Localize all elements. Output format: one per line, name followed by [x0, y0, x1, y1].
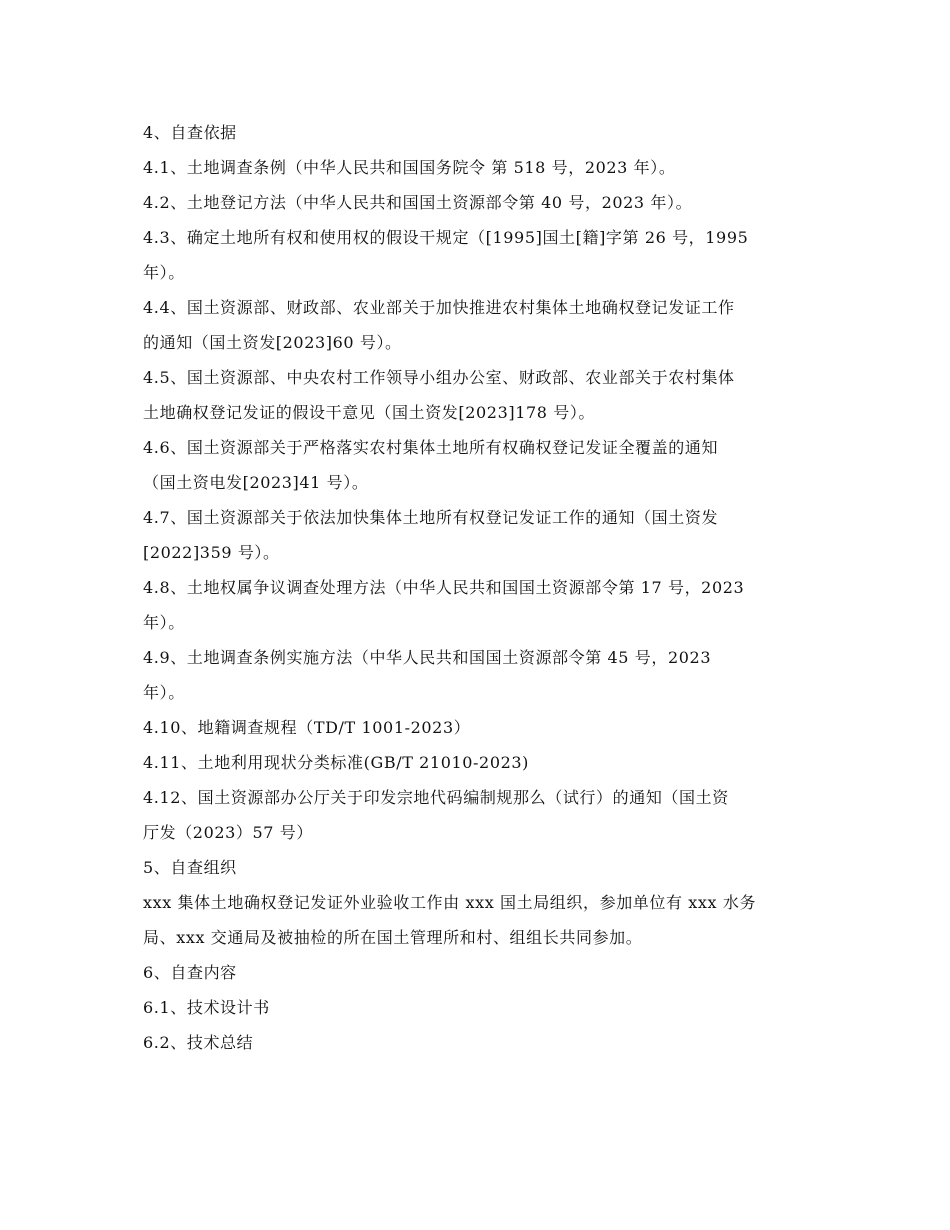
section-heading-5: 5、自查组织	[143, 858, 237, 877]
content-item-6-1: 6.1、技术设计书	[143, 998, 270, 1017]
basis-item-4-6: 4.6、国土资源部关于严格落实农村集体土地所有权确权登记发证全覆盖的通知	[143, 438, 719, 457]
basis-item-4-12-cont: 厅发（2023）57 号）	[143, 823, 313, 842]
basis-item-4-6-cont: （国土资电发[2023]41 号）。	[143, 473, 369, 492]
basis-item-4-9: 4.9、土地调查条例实施方法（中华人民共和国国土资源部令第 45 号，2023	[143, 648, 712, 667]
basis-item-4-4-cont: 的通知（国土资发[2023]60 号）。	[143, 333, 402, 352]
basis-item-4-3: 4.3、确定土地所有权和使用权的假设干规定（[1995]国土[籍]字第 26 号，1995	[143, 228, 749, 247]
document-page	[143, 115, 813, 1060]
basis-item-4-9-cont: 年）。	[143, 683, 185, 702]
basis-item-4-4: 4.4、国土资源部、财政部、农业部关于加快推进农村集体土地确权登记发证工作	[143, 298, 735, 317]
basis-item-4-7-cont: [2022]359 号）。	[143, 543, 280, 562]
basis-item-4-1: 4.1、土地调查条例（中华人民共和国国务院令 第 518 号，2023 年）。	[143, 158, 676, 177]
basis-item-4-7: 4.7、国土资源部关于依法加快集体土地所有权登记发证工作的通知（国土资发	[143, 508, 719, 527]
basis-item-4-5: 4.5、国土资源部、中央农村工作领导小组办公室、财政部、农业部关于农村集体	[143, 368, 735, 387]
basis-item-4-8-cont: 年）。	[143, 613, 185, 632]
basis-item-4-5-cont: 土地确权登记发证的假设干意见（国土资发[2023]178 号）。	[143, 403, 596, 422]
section-heading-6: 6、自查内容	[143, 963, 237, 982]
content-item-6-2: 6.2、技术总结	[143, 1033, 254, 1052]
basis-item-4-10: 4.10、地籍调查规程（TD/T 1001-2023）	[143, 718, 471, 737]
organization-paragraph-line-2: 局、xxx 交通局及被抽检的所在国土管理所和村、组组长共同参加。	[143, 928, 643, 947]
basis-item-4-3-cont: 年）。	[143, 263, 185, 282]
section-heading-4: 4、自查依据	[143, 123, 237, 142]
organization-paragraph-line-1: xxx 集体土地确权登记发证外业验收工作由 xxx 国土局组织，参加单位有 xxx 水务	[143, 893, 757, 912]
basis-item-4-11: 4.11、土地利用现状分类标准(GB/T 21010-2023)	[143, 753, 530, 772]
basis-item-4-8: 4.8、土地权属争议调查处理方法（中华人民共和国国土资源部令第 17 号，2023	[143, 578, 745, 597]
basis-item-4-12: 4.12、国土资源部办公厅关于印发宗地代码编制规那么（试行）的通知（国土资	[143, 788, 729, 807]
basis-item-4-2: 4.2、土地登记方法（中华人民共和国国土资源部令第 40 号，2023 年）。	[143, 193, 693, 212]
